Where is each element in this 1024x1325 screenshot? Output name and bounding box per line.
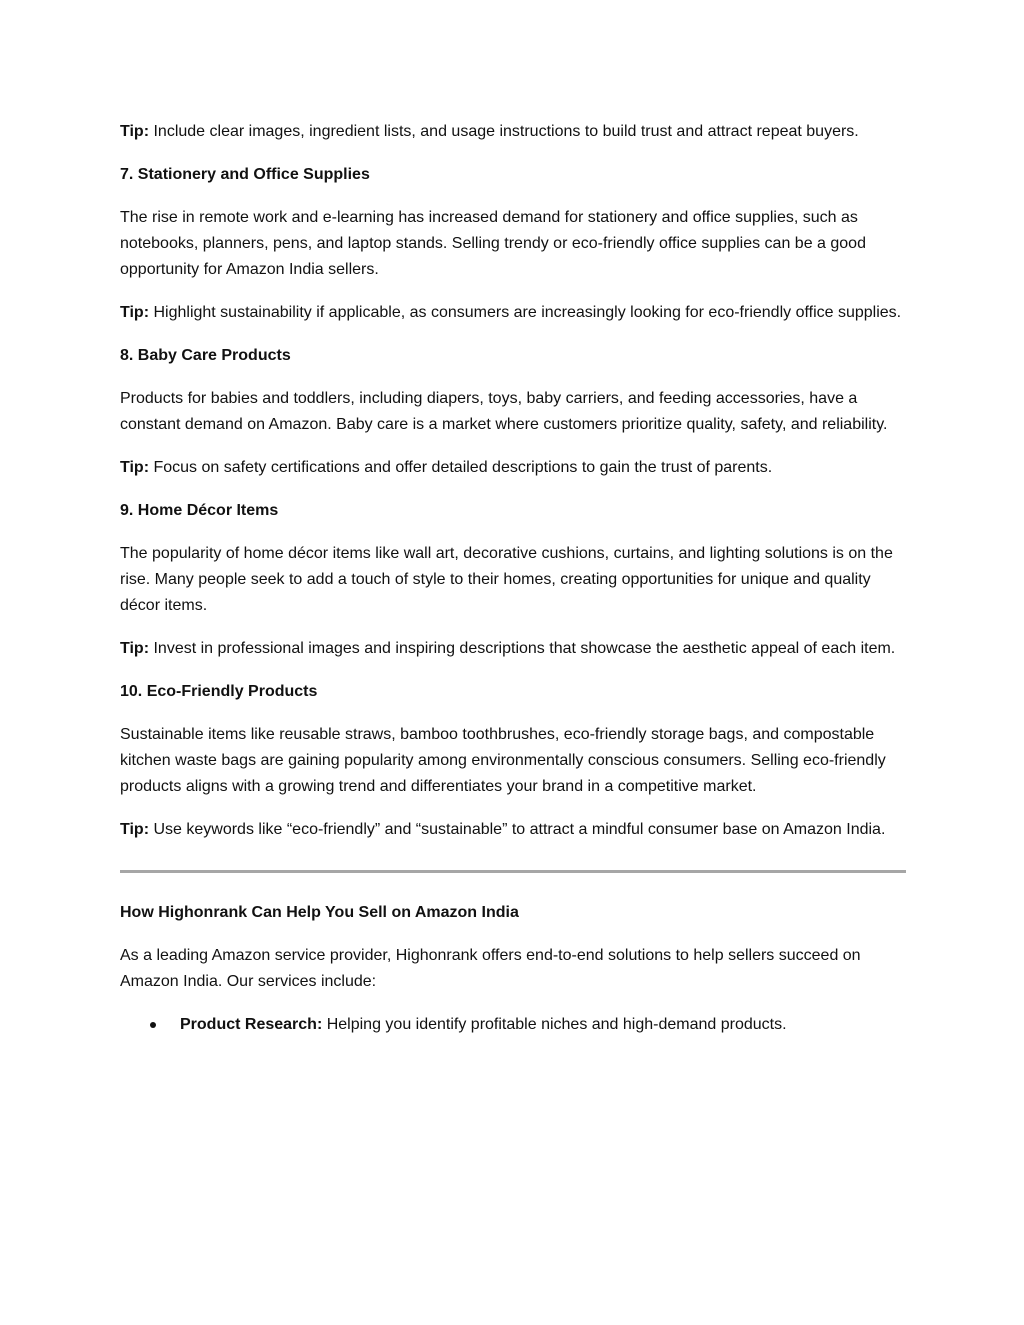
tip-text: Highlight sustainability if applicable, as consumers are increasingly looking for eco-friendly office supplies. <box>149 304 902 321</box>
section-body-eco-friendly: Sustainable items like reusable straws, bamboo toothbrushes, eco-friendly storage bags, and compostable kitchen waste bags are gaining popularity among environmentally conscious consumers. Selling eco-friendly products aligns with a growing trend and differentiates your brand in a competitive market. <box>120 726 886 795</box>
bullet-icon <box>150 1022 156 1028</box>
list-item-label: Product Research: <box>180 1016 323 1033</box>
document-page <box>120 119 906 1038</box>
section-body-stationery: The rise in remote work and e-learning has increased demand for stationery and office supplies, such as notebooks, planners, pens, and laptop stands. Selling trendy or eco-friendly office supplies can be a good opportunity for Amazon India sellers. <box>120 209 866 278</box>
tip-text: Include clear images, ingredient lists, and usage instructions to build trust and attract repeat buyers. <box>149 123 859 140</box>
tip-label: Tip: <box>120 640 150 657</box>
section-heading-eco-friendly: 10. Eco-Friendly Products <box>120 683 318 700</box>
section-body-home-decor: The popularity of home décor items like wall art, decorative cushions, curtains, and lighting solutions is on the rise. Many people seek to add a touch of style to their homes, creating opportunities for unique and quality décor items. <box>120 545 893 614</box>
section-heading-baby-care: 8. Baby Care Products <box>120 347 291 364</box>
horizontal-divider <box>120 870 906 873</box>
section-heading-highonrank: How Highonrank Can Help You Sell on Amazon India <box>120 904 519 921</box>
tip-paragraph <box>120 300 906 326</box>
tip-paragraph <box>120 119 906 145</box>
section-heading-home-decor: 9. Home Décor Items <box>120 502 279 519</box>
tip-paragraph <box>120 455 906 481</box>
section-heading-stationery: 7. Stationery and Office Supplies <box>120 166 370 183</box>
tip-paragraph <box>120 817 906 843</box>
list-item-text: Helping you identify profitable niches and high-demand products. <box>322 1016 787 1033</box>
tip-paragraph <box>120 636 906 662</box>
tip-label: Tip: <box>120 304 150 321</box>
tip-text: Focus on safety certifications and offer detailed descriptions to gain the trust of parents. <box>149 459 773 476</box>
tip-label: Tip: <box>120 821 150 838</box>
tip-label: Tip: <box>120 459 150 476</box>
tip-label: Tip: <box>120 123 150 140</box>
section-body-baby-care: Products for babies and toddlers, including diapers, toys, baby carriers, and feeding accessories, have a constant demand on Amazon. Baby care is a market where customers prioritize quality, safety, and reliability. <box>120 390 888 433</box>
list-item <box>120 1012 906 1038</box>
section-body-highonrank: As a leading Amazon service provider, Highonrank offers end-to-end solutions to help sellers succeed on Amazon India. Our services include: <box>120 947 861 990</box>
tip-text: Invest in professional images and inspiring descriptions that showcase the aesthetic appeal of each item. <box>149 640 896 657</box>
services-list <box>120 1012 906 1038</box>
tip-text: Use keywords like “eco-friendly” and “sustainable” to attract a mindful consumer base on Amazon India. <box>149 821 886 838</box>
